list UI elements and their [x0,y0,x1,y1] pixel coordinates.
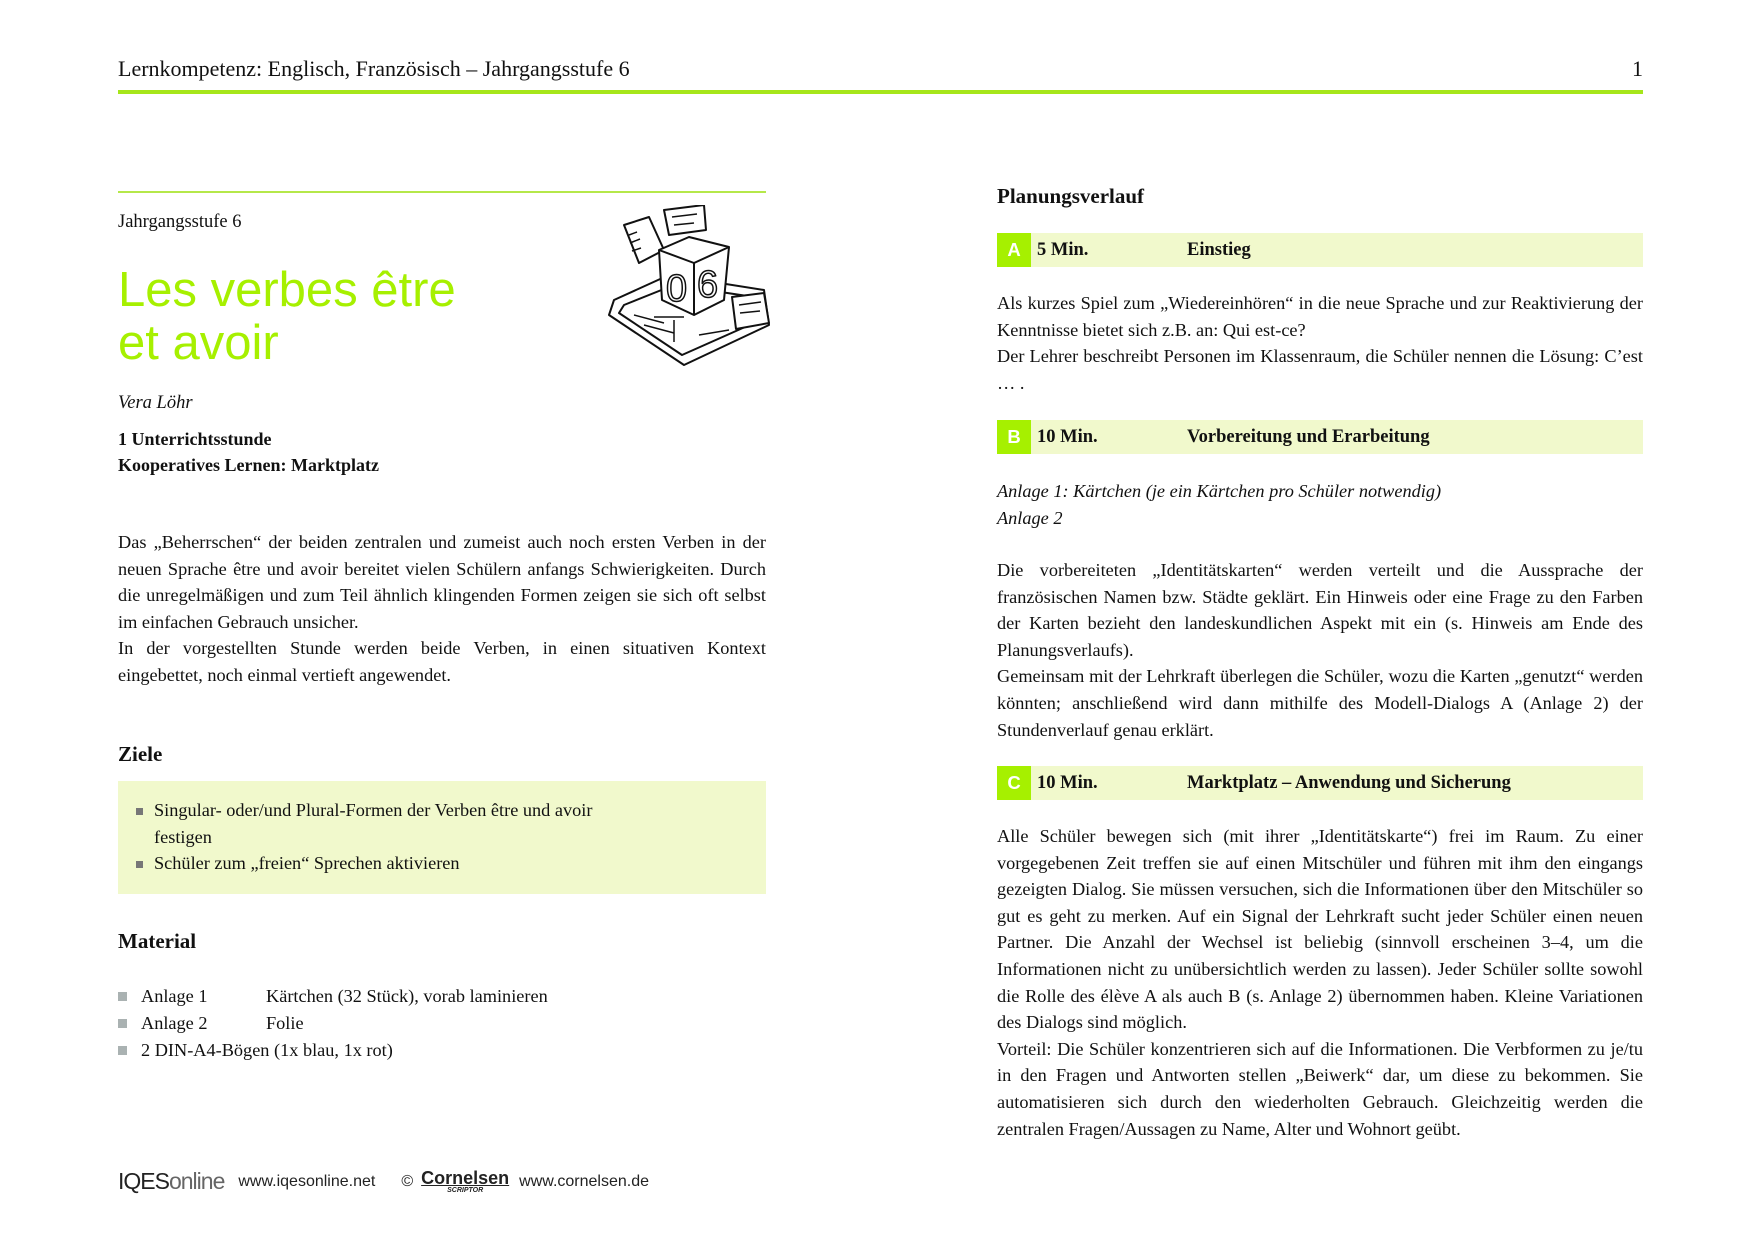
material-item [118,983,548,1010]
illustration-digit: 0 [666,268,688,310]
paragraph: Vorteil: Die Schüler konzentrieren sich auf die Informationen. Die Verbformen zu je/tu in den Fragen und Antworten stellen „Beiwerk“ dar, um diese zu bekommen. Sie automatisieren sich durch den wiederholten Gebrauch. Gleichzeitig werden die zentralen Fragen/Aussagen zu Name, Alter und Wohnort geübt. [997,1038,1643,1139]
phase-time: 10 Min. [1037,772,1098,793]
page-number: 1 [1632,56,1643,81]
phase-bar-b [997,420,1643,454]
running-header: Lernkompetenz: Englisch, Französisch – Jahrgangsstufe 6 [118,56,630,81]
material-desc: Kärtchen (32 Stück), vorab laminieren [266,986,548,1006]
phase-a-text [997,290,1643,396]
phase-letter: C [997,766,1031,800]
paragraph: Als kurzes Spiel zum „Wiedereinhören“ in die neue Sprache und zur Reaktivierung der Kenntnisse bietet sich z.B. an: Qui est-ce? [997,293,1643,340]
intro-paragraph: In der vorgestellten Stunde werden beide Verben, in einen situativen Kontext eingebettet, noch einmal vertieft angewendet. [118,638,766,685]
bullet-icon [118,992,127,1001]
iqes-logo: IQESonline [118,1168,225,1194]
material-item [118,1037,548,1064]
svg-text:6: 6 [697,264,719,306]
material-list [118,983,548,1064]
paragraph: Alle Schüler bewegen sich (mit ihrer „Identitätskarte“) frei im Raum. Zu einer vorgegebenen Zeit treffen sie auf einen Mitschüler und führen mit ihm den eingangs gezeigten Dialog. Sie müssen versuchen, sich die Informationen über den Mitschüler so gut es geht zu merken. Auf ein Signal der Lehrkraft sucht jeder Schüler einen neuen Partner. Die Anzahl der Wechsel ist beliebig (sinnvoll erscheinen 3–4, um die Informationen nicht zu unübersichtlich werden zu lassen). Jeder Schüler sollte sowohl die Rolle des élève A als auch B (s. Anlage 2) übernommen haben. Kleine Variationen des Dialogs sind möglich. [997,826,1643,1033]
intro-paragraph: Das „Beherrschen“ der beiden zentralen und zumeist auch noch ersten Verben in der neuen Sprache être und avoir bereitet vielen Schülern anfangs Schwierigkeiten. Durch die unregelmäßigen und zum Teil ähnlich klingenden Formen zeigen sie sich oft selbst im einfachen Gebrauch unsicher. [118,532,766,632]
title-line-2: et avoir [118,316,279,370]
dice-papers-illustration [604,205,774,370]
lesson-meta [118,426,379,478]
phase-bar-a [997,233,1643,267]
intro-text [118,529,766,689]
paragraph: Der Lehrer beschreibt Personen im Klassenraum, die Schüler nennen die Lösung: C’est … . [997,346,1643,393]
goal-item: Schüler zum „freien“ Sprechen aktivieren [136,850,766,877]
phase-bar-c [997,766,1643,800]
cornelsen-link[interactable]: www.cornelsen.de [519,1172,649,1190]
left-rule [118,191,766,193]
cornelsen-logo: Cornelsen SCRIPTOR [421,1168,510,1194]
phase-name: Vorbereitung und Erarbeitung [1187,426,1430,447]
paragraph: Die vorbereiteten „Identitätskarten“ werden verteilt und die Aussprache der französischen Namen bzw. Städte geklärt. Ein Hinweis oder eine Frage zu den Farben der Karten bezieht den landeskundlichen Aspekt mit ein (s. Hinweis am Ende des Planungsverlaufs). [997,560,1643,660]
phase-time: 5 Min. [1037,239,1089,260]
material-name: Anlage 2 [141,1013,208,1033]
material-item [118,1010,548,1037]
phase-name: Marktplatz – Anwendung und Sicherung [1187,772,1511,793]
copyright-symbol: © [401,1172,414,1190]
title-line-1: Les verbes être [118,263,456,317]
phase-b-text [997,557,1643,743]
bullet-icon [118,1019,127,1028]
goals-box [118,781,766,894]
paragraph: Gemeinsam mit der Lehrkraft überlegen die Schüler, wozu die Karten „genutzt“ werden könnten; anschließend wird dann mithilfe des Modell-Dialogs A (Anlage 2) der Stundenverlauf genau erklärt. [997,666,1643,740]
phase-name: Einstieg [1187,239,1251,260]
lesson-method: Kooperatives Lernen: Marktplatz [118,455,379,475]
goals-heading: Ziele [118,742,163,766]
grade-label: Jahrgangsstufe 6 [118,212,242,232]
phase-letter: B [997,420,1031,454]
phase-letter: A [997,233,1031,267]
material-ref: Anlage 1: Kärtchen (je ein Kärtchen pro Schüler notwendig) [997,481,1442,501]
material-heading: Material [118,929,197,953]
planning-heading: Planungsverlauf [997,184,1145,208]
iqes-link[interactable]: www.iqesonline.net [238,1172,376,1190]
phase-b-materials [997,478,1643,531]
lesson-duration: 1 Unterrichtsstunde [118,429,272,449]
author: Vera Löhr [118,393,193,413]
footer [118,1168,649,1195]
material-ref: Anlage 2 [997,507,1063,528]
header-rule [118,90,1643,94]
material-name: 2 DIN-A4-Bögen (1x blau, 1x rot) [141,1040,393,1060]
phase-time: 10 Min. [1037,426,1098,447]
goal-item: Singular- oder/und Plural-Formen der Verben être und avoir festigen [136,797,594,850]
phase-c-text [997,823,1643,1142]
page-title [118,264,456,370]
bullet-icon [118,1046,127,1055]
material-desc: Folie [266,1013,304,1033]
material-name: Anlage 1 [141,986,208,1006]
